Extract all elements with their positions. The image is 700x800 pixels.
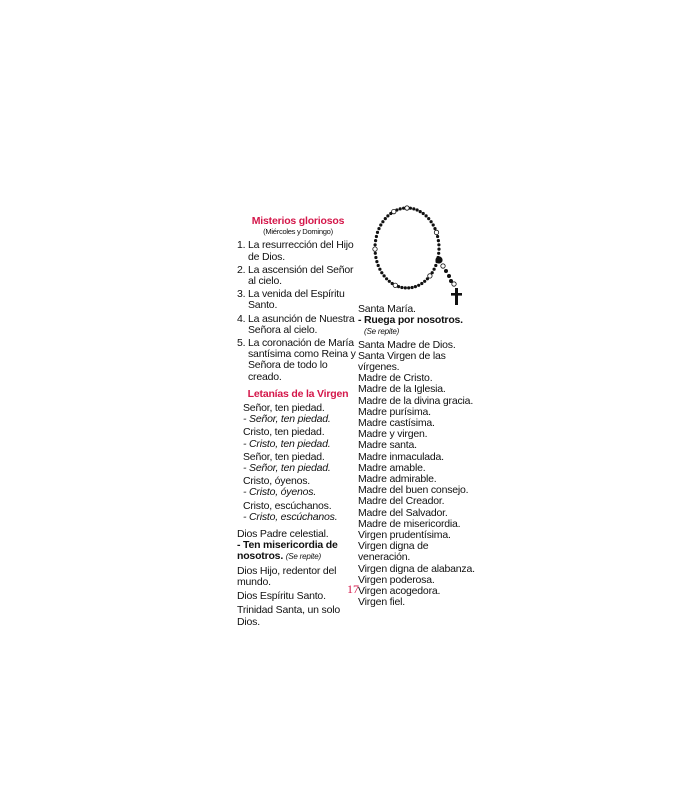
item-text: La venida del Espíritu Santo. xyxy=(248,288,345,312)
rosary-bead xyxy=(422,212,425,215)
rosary-bead xyxy=(386,214,389,217)
litany-response: - Señor, ten piedad. xyxy=(243,462,331,475)
rosary-bead xyxy=(444,269,447,272)
list-item: Virgen poderosa. xyxy=(358,573,435,586)
item-text: La ascensión del Señor al cielo. xyxy=(248,263,354,288)
list-item: Madre y virgen. xyxy=(358,428,428,441)
item-number: 3. xyxy=(237,288,246,301)
mercy-response xyxy=(237,540,359,562)
rosary-bead xyxy=(437,252,440,255)
rosary-bead xyxy=(452,282,456,286)
trinidad-invocation: Trinidad Santa, un solo Dios. xyxy=(237,604,340,628)
rosary-bead xyxy=(404,286,407,289)
litany-response: - Cristo, óyenos. xyxy=(243,486,317,499)
rosary-bead xyxy=(402,207,405,210)
list-item: Santa Virgen de las vírgenes. xyxy=(358,349,446,374)
rosary-bead xyxy=(412,207,415,210)
litany-response: - Cristo, escúchanos. xyxy=(243,510,338,523)
invocation-text: Dios Padre celestial. xyxy=(237,528,329,541)
rosary-bead xyxy=(423,280,426,283)
rosary-bead xyxy=(400,286,403,289)
rosary-bead xyxy=(409,207,412,210)
rosary-bead xyxy=(375,260,378,263)
rosary-bead xyxy=(374,239,377,242)
rosary-bead xyxy=(417,284,420,287)
mercy-text: - Ten misericordia de nosotros. xyxy=(237,539,338,563)
rosary-bead xyxy=(407,286,410,289)
litany-response: - Cristo, ten piedad. xyxy=(243,437,331,450)
ruega-response: - Ruega por nosotros. xyxy=(358,314,463,327)
rosary-bead xyxy=(426,277,429,280)
rosary-bead xyxy=(430,220,433,223)
litany-call: Señor, ten piedad. xyxy=(243,450,325,463)
rosary-bead xyxy=(411,286,414,289)
rosary-bead xyxy=(379,223,382,226)
list-item: Madre de misericordia. xyxy=(358,517,461,530)
list-item: Virgen prudentísima. xyxy=(358,529,451,542)
rosary-bead xyxy=(388,280,391,283)
rosary-bead xyxy=(377,227,380,230)
list-item: Madre admirable. xyxy=(358,473,437,486)
litany-pair xyxy=(243,501,359,523)
list-item: Virgen acogedora. xyxy=(358,585,441,598)
rosary-bead xyxy=(432,223,435,226)
list-item xyxy=(237,338,359,383)
invocation-list xyxy=(358,340,478,609)
rosary-bead xyxy=(436,235,439,238)
litany-pairs xyxy=(237,403,359,523)
rosary-bead xyxy=(425,214,428,217)
rosary-bead xyxy=(437,248,440,251)
rosary-bead xyxy=(374,256,377,259)
litany-pair xyxy=(243,427,359,449)
rosary-bead xyxy=(441,264,445,268)
item-text: La asunción de Nuestra Señora al cielo. xyxy=(248,312,355,336)
rosary-bead xyxy=(399,207,402,210)
repeat-note: (Se repite) xyxy=(285,552,321,562)
left-column xyxy=(237,216,359,628)
item-text: La coronación de María santísima como Reina y Señora de todo lo creado. xyxy=(248,337,356,383)
rosary-bead xyxy=(437,243,440,246)
rosary-bead xyxy=(395,208,398,211)
litany-call: Cristo, óyenos. xyxy=(243,475,311,488)
rosary-bead xyxy=(391,282,394,285)
padre-invocation xyxy=(237,529,359,563)
list-item: Virgen fiel. xyxy=(358,596,406,609)
rosary-bead xyxy=(377,264,380,267)
litany-pair xyxy=(243,476,359,498)
rosary-bead xyxy=(378,268,381,271)
list-item: Madre del Creador. xyxy=(358,495,445,508)
rosary-bead xyxy=(383,274,386,277)
rosary-bead xyxy=(414,285,417,288)
list-item: Santa Madre de Dios. xyxy=(358,338,456,351)
rosary-bead xyxy=(428,274,432,278)
rosary-bead xyxy=(433,227,436,230)
rosary-bead xyxy=(434,264,437,267)
santa-maria: Santa María. xyxy=(358,303,416,315)
rosary-bead xyxy=(380,271,383,274)
item-text: La resurrección del Hijo de Dios. xyxy=(248,239,354,263)
litany-title: Letanías de la Virgen xyxy=(247,387,349,400)
list-item xyxy=(237,289,359,311)
cross-icon xyxy=(451,293,462,296)
rosary-bead xyxy=(375,235,378,238)
rosary-bead xyxy=(376,231,379,234)
list-item: Madre de la Iglesia. xyxy=(358,383,446,396)
list-item: Madre del buen consejo. xyxy=(358,484,469,497)
list-item: Madre castísima. xyxy=(358,417,435,430)
mysteries-subtitle: (Miércoles y Domingo) xyxy=(263,227,333,237)
list-item: Madre purísima. xyxy=(358,405,431,418)
list-item: Madre del Salvador. xyxy=(358,506,448,519)
rosary-icon xyxy=(365,198,475,310)
item-number: 5. xyxy=(237,337,246,350)
litany-pair xyxy=(243,452,359,474)
rosary-bead xyxy=(384,217,387,220)
rosary-bead xyxy=(433,268,436,271)
rosary-bead xyxy=(385,277,388,280)
rosary-bead xyxy=(405,206,409,210)
rosary-bead xyxy=(434,230,438,234)
litany-response: - Señor, ten piedad. xyxy=(243,413,331,426)
rosary-bead xyxy=(420,282,423,285)
rosary-bead xyxy=(437,239,440,242)
list-item: Madre santa. xyxy=(358,439,417,452)
rosary-bead xyxy=(374,252,377,255)
list-item: Madre inmaculada. xyxy=(358,450,444,463)
rosary-bead xyxy=(374,243,377,246)
rosary-centerpiece xyxy=(435,256,442,263)
litany-call: Cristo, ten piedad. xyxy=(243,426,325,439)
cross-icon xyxy=(455,288,458,305)
espiritu-invocation: Dios Espíritu Santo. xyxy=(237,590,326,603)
list-item: Virgen digna de alabanza. xyxy=(358,562,475,575)
list-item: Madre amable. xyxy=(358,461,426,474)
mysteries-list xyxy=(237,240,359,382)
litany-call: Cristo, escúchanos. xyxy=(243,499,332,512)
rosary-bead xyxy=(416,208,419,211)
repeat-note: (Se repite) xyxy=(364,327,400,337)
litany-pair xyxy=(243,403,359,425)
mysteries-title: Misterios gloriosos xyxy=(251,215,345,227)
hijo-invocation: Dios Hijo, redentor del mundo. xyxy=(237,564,337,588)
rosary-bead xyxy=(381,220,384,223)
item-number: 1. xyxy=(237,239,246,252)
list-item xyxy=(237,265,359,287)
litany-call: Señor, ten piedad. xyxy=(243,402,325,415)
rosary-bead xyxy=(447,274,450,277)
list-item xyxy=(237,314,359,336)
page-number: 17 xyxy=(347,582,359,596)
item-number: 2. xyxy=(237,263,246,276)
list-item: Madre de la divina gracia. xyxy=(358,394,474,407)
rosary-bead xyxy=(427,217,430,220)
list-item xyxy=(237,240,359,262)
item-number: 4. xyxy=(237,312,246,325)
list-item: Madre de Cristo. xyxy=(358,372,433,385)
rosary-bead xyxy=(419,210,422,213)
rosary-bead xyxy=(449,279,452,282)
right-column xyxy=(358,304,478,608)
list-item: Virgen digna de veneración. xyxy=(358,540,429,564)
rosary-bead xyxy=(373,247,377,251)
